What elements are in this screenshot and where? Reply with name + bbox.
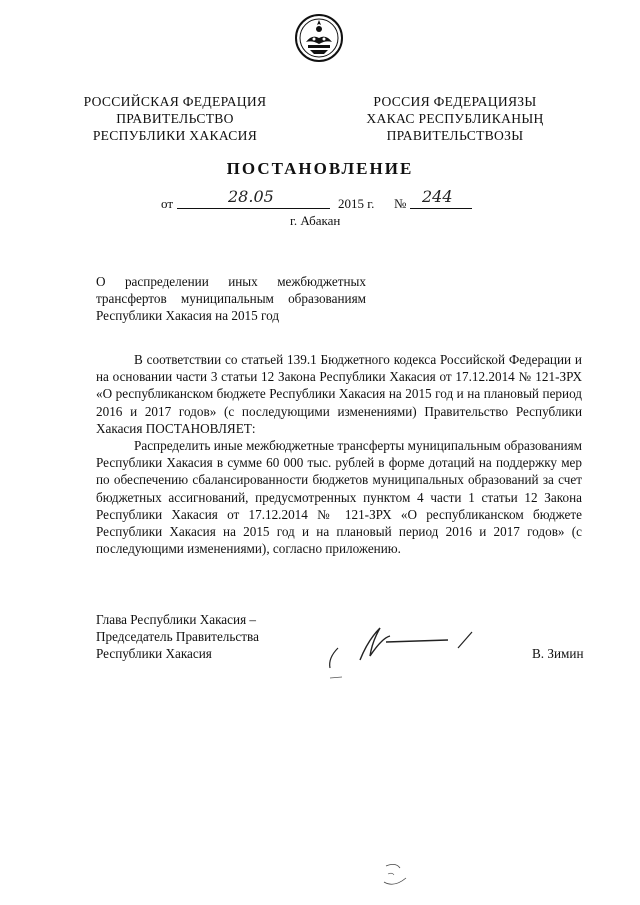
header-left-line-1: РОССИЙСКАЯ ФЕДЕРАЦИЯ: [83, 94, 267, 109]
header-left-line-2: ПРАВИТЕЛЬСТВО: [116, 111, 234, 126]
signer-name: В. Зимин: [532, 646, 584, 661]
number-handwritten: 244: [422, 187, 453, 206]
date-handwritten: 28.05: [228, 187, 274, 206]
signature-line-3: Республики Хакасия: [96, 646, 212, 661]
header-right-line-2: ХАКАС РЕСПУБЛИКАНЫҢ: [366, 111, 544, 126]
body-paragraph-1: В соответствии со статьей 139.1 Бюджетного кодекса Российской Федерации и на основании части 3 статьи 12 Закона Республики Хакасия от 17.12.2014 № 121-ЗРХ «О республиканском бюджете Республики Хакасия на 2015 год и на плановый период 2016 и 2017 годов» (с последующими изменениями) Правительство Республики Хакасия ПОСТАНОВЛЯЕТ:: [96, 352, 582, 436]
signature-line-2: Председатель Правительства: [96, 629, 259, 644]
ink-mark-icon: [380, 860, 410, 890]
header-right-line-1: РОССИЯ ФЕДЕРАЦИЯЗЫ: [373, 94, 537, 109]
document-title: ПОСТАНОВЛЕНИЕ: [226, 159, 414, 178]
year-label: 2015 г.: [338, 196, 375, 211]
document-subject: О распределении иных межбюджетных трансфертов муниципальным образованиям Республики Хакасия на 2015 год: [96, 274, 366, 323]
header-left-line-3: РЕСПУБЛИКИ ХАКАСИЯ: [92, 128, 258, 143]
number-sign: №: [394, 196, 407, 211]
body-paragraph-2: Распределить иные межбюджетные трансферты муниципальным образованиям Республики Хакасия в сумме 60 000 тыс. рублей в форме дотаций на поддержку мер по обеспечению сбалансированности бюджетов муниципальных образований за счет бюджетных ассигнований, предусмотренных пунктом 4 части 1 статьи 12 Закона Республики Хакасия от 17.12.2014 № 121-ЗРХ «О республиканском бюджете Республики Хакасия на 2015 год и на плановый период 2016 и 2017 годов» (с последующими изменениями), согласно приложению.: [96, 438, 582, 557]
date-prefix: от: [161, 196, 174, 211]
coat-of-arms-icon: [294, 12, 344, 64]
date-underline: [177, 208, 330, 209]
header-left: [70, 93, 280, 144]
signature-line-1: Глава Республики Хакасия –: [96, 612, 257, 627]
handwritten-signature: [320, 620, 485, 685]
number-underline: [410, 208, 472, 209]
header-right-line-3: ПРАВИТЕЛЬСТВОЗЫ: [386, 128, 524, 143]
city-label: г. Абакан: [290, 213, 341, 228]
document-body: [96, 351, 582, 557]
signature-block: [96, 611, 259, 662]
header-right: [350, 93, 560, 144]
